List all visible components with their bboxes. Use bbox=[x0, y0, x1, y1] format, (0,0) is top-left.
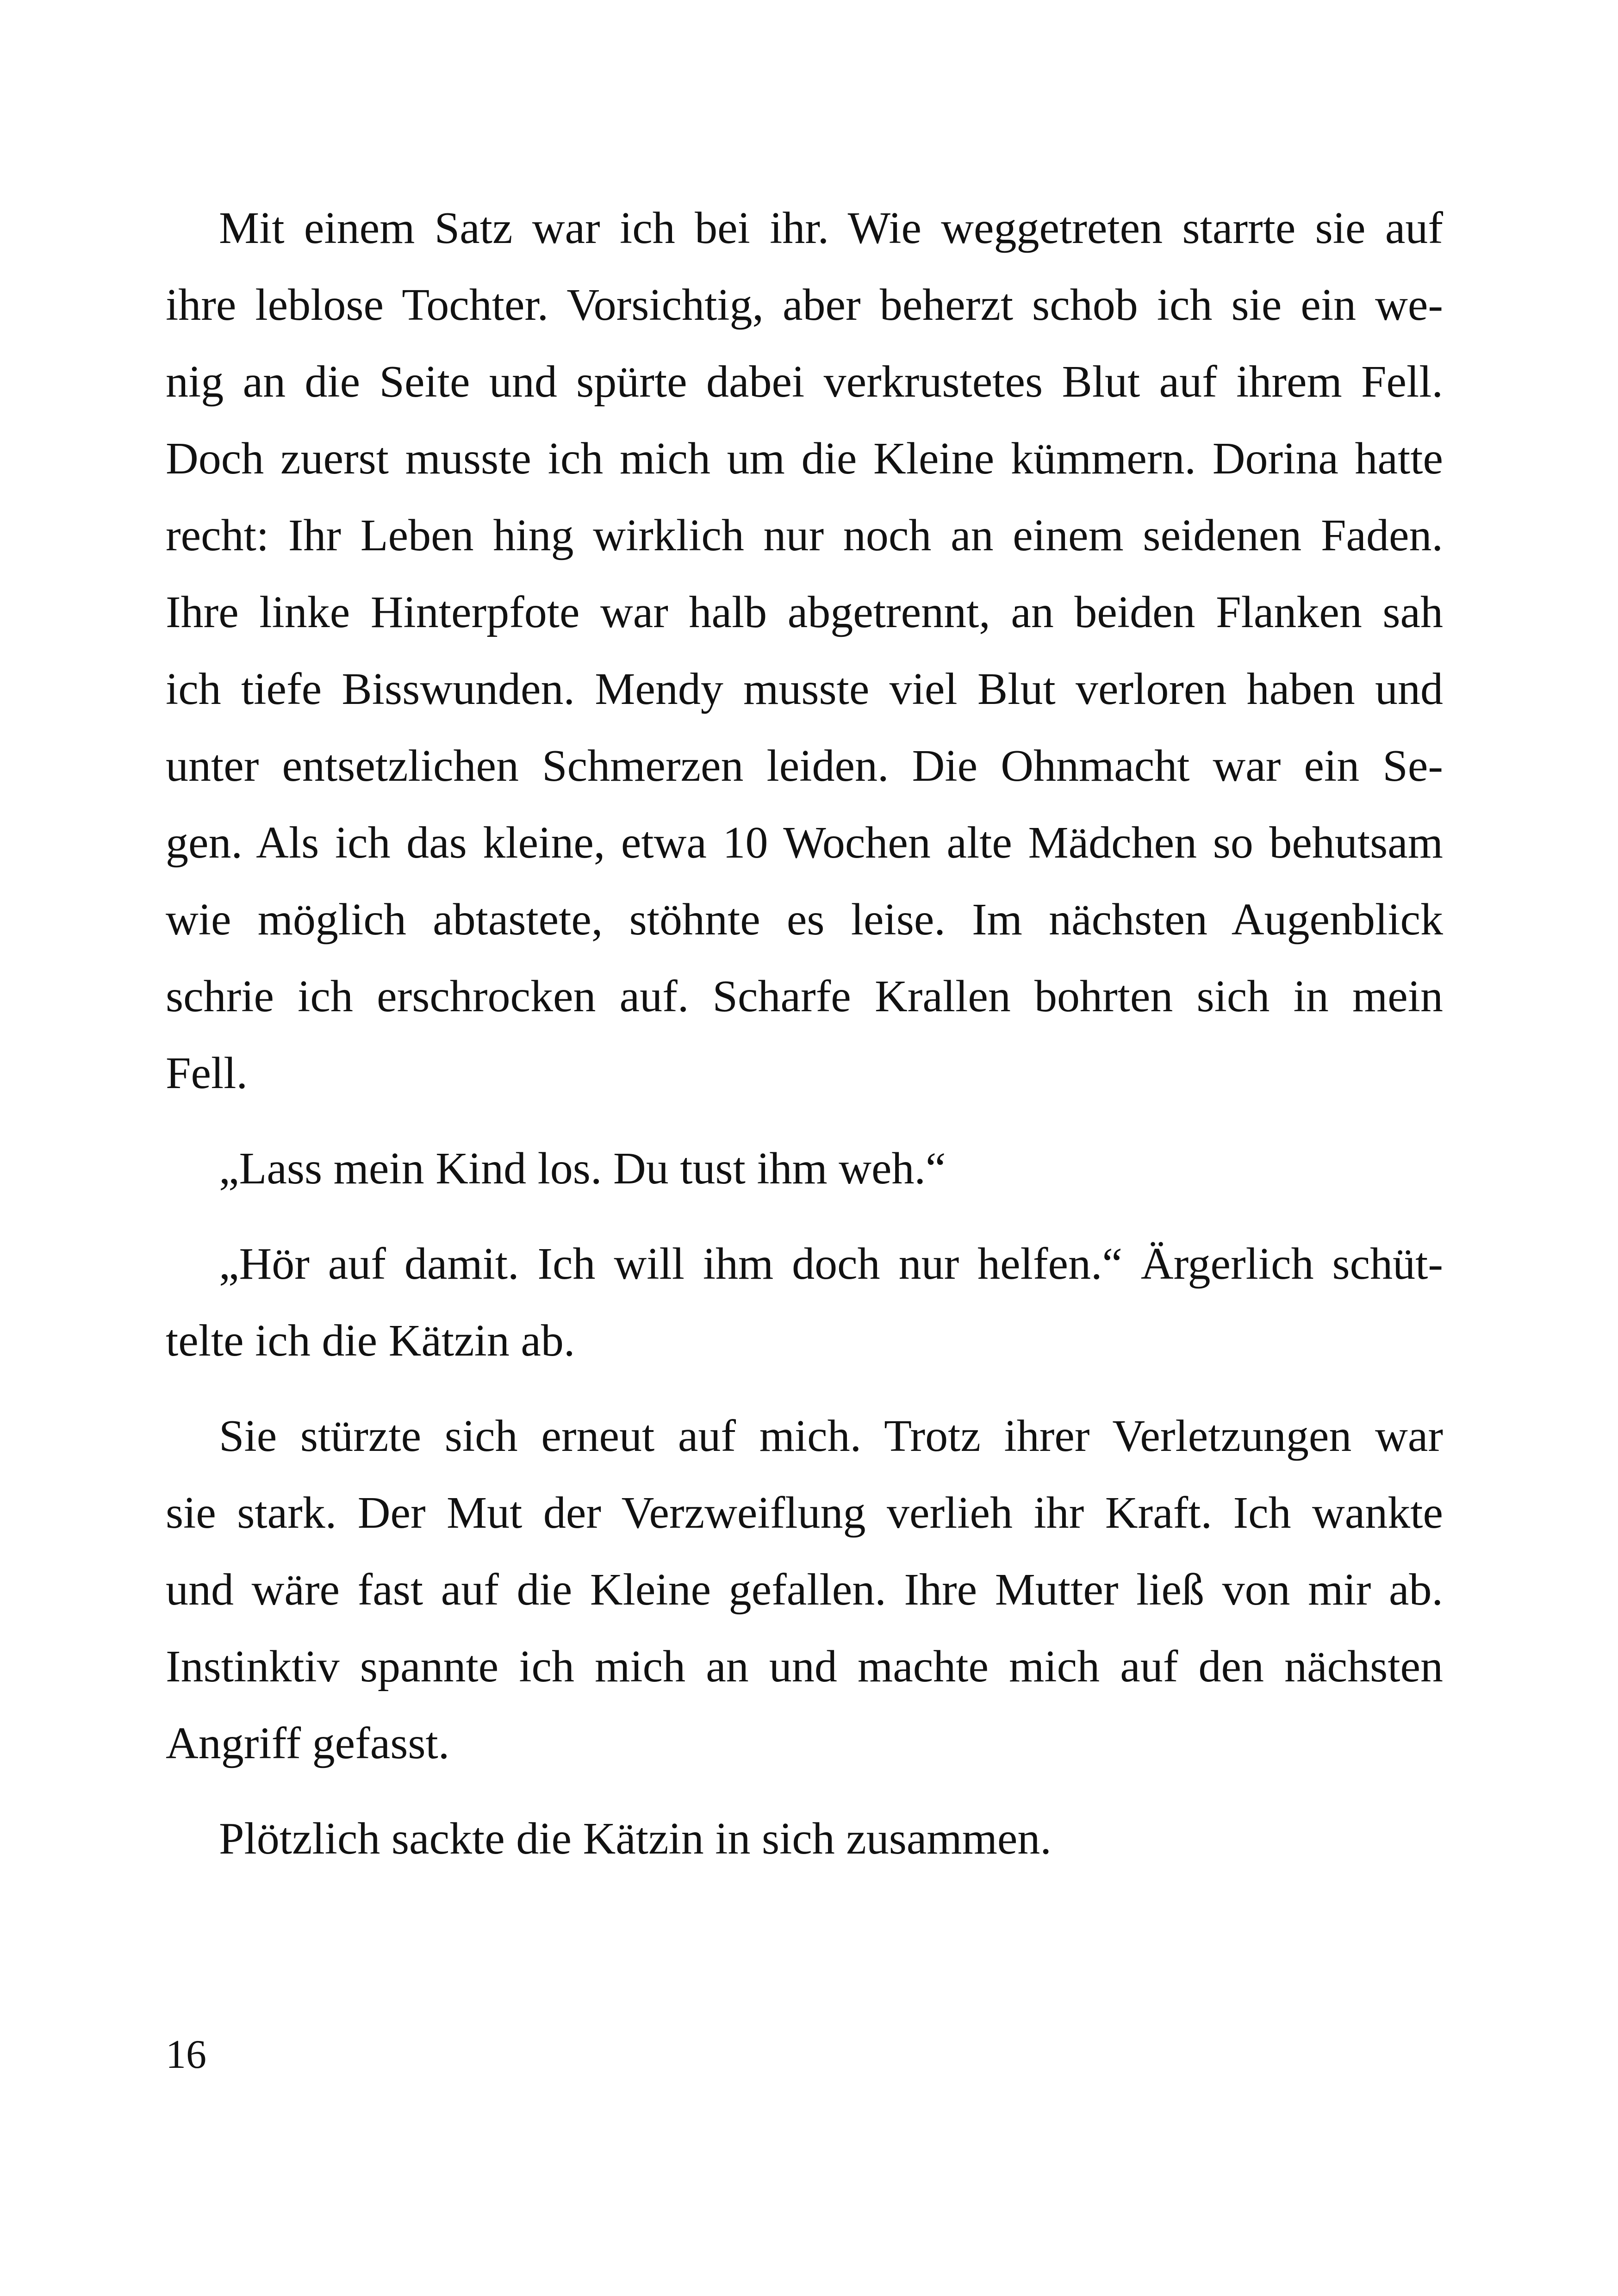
paragraph-5 bbox=[166, 1800, 1443, 1877]
text-line: recht: Ihr Leben hing wirklich nur noch an einem seidenen Faden. bbox=[166, 510, 1443, 560]
text-line: Doch zuerst musste ich mich um die Kleine kümmern. Dorina hatte bbox=[166, 434, 1443, 484]
text-line: Instinktiv spannte ich mich an und machte mich auf den nächsten bbox=[166, 1642, 1443, 1692]
text-line: ihre leblose Tochter. Vorsichtig, aber beherzt schob ich sie ein we- bbox=[166, 280, 1443, 330]
text-line: telte ich die Kätzin ab. bbox=[166, 1316, 575, 1366]
text-line: gen. Als ich das kleine, etwa 10 Wochen alte Mädchen so behutsam bbox=[166, 818, 1443, 868]
text-line: schrie ich erschrocken auf. Scharfe Krallen bohrten sich in mein bbox=[166, 971, 1443, 1021]
paragraph-4 bbox=[166, 1398, 1443, 1782]
text-line: „Hör auf damit. Ich will ihm doch nur helfen.“ Ärgerlich schüt- bbox=[219, 1239, 1443, 1289]
text-line: nig an die Seite und spürte dabei verkrustetes Blut auf ihrem Fell. bbox=[166, 357, 1443, 407]
text-line: Plötzlich sackte die Kätzin in sich zusammen. bbox=[219, 1814, 1052, 1864]
paragraph-2 bbox=[166, 1130, 1443, 1207]
text-line: Mit einem Satz war ich bei ihr. Wie weggetreten starrte sie auf bbox=[219, 203, 1443, 253]
page-number: 16 bbox=[166, 2032, 206, 2077]
text-line: unter entsetzlichen Schmerzen leiden. Die Ohnmacht war ein Se- bbox=[166, 741, 1443, 791]
body-text bbox=[166, 190, 1443, 1877]
text-line: Angriff gefasst. bbox=[166, 1718, 450, 1768]
text-line: sie stark. Der Mut der Verzweiflung verlieh ihr Kraft. Ich wankte bbox=[166, 1488, 1443, 1538]
text-line: Sie stürzte sich erneut auf mich. Trotz ihrer Verletzungen war bbox=[219, 1411, 1443, 1461]
text-line: und wäre fast auf die Kleine gefallen. Ihre Mutter ließ von mir ab. bbox=[166, 1565, 1443, 1615]
paragraph-1 bbox=[166, 190, 1443, 1112]
text-line: ich tiefe Bisswunden. Mendy musste viel Blut verloren haben und bbox=[166, 664, 1443, 714]
text-line: wie möglich abtastete, stöhnte es leise. Im nächsten Augenblick bbox=[166, 895, 1443, 945]
paragraph-3 bbox=[166, 1226, 1443, 1379]
text-line: Fell. bbox=[166, 1048, 248, 1098]
text-line: Ihre linke Hinterpfote war halb abgetrennt, an beiden Flanken sah bbox=[166, 587, 1443, 637]
text-line: „Lass mein Kind los. Du tust ihm weh.“ bbox=[219, 1144, 946, 1194]
